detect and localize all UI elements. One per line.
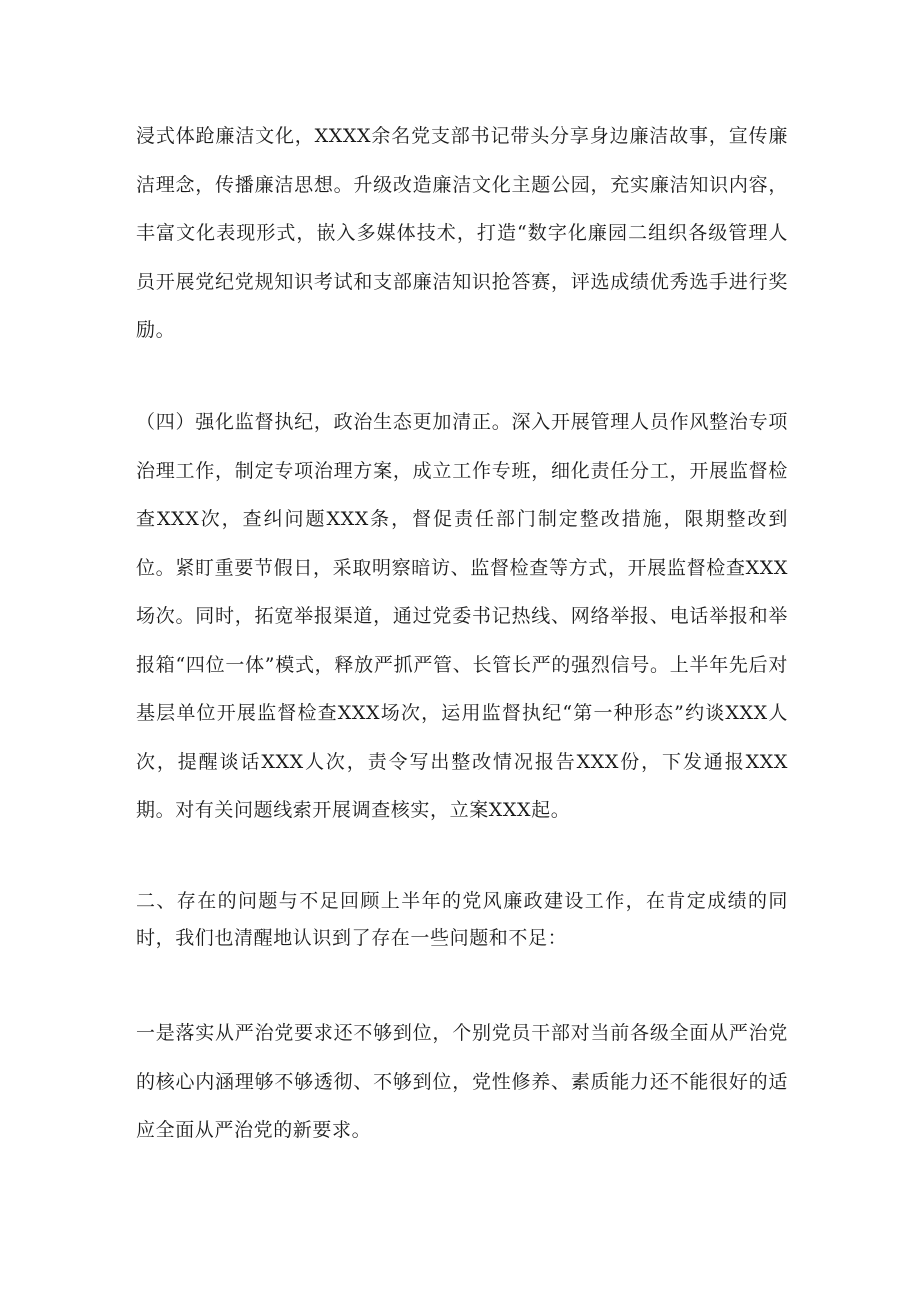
paragraph-problems-heading: 二、存在的问题与不足回顾上半年的党风廉政建设工作，在肯定成绩的同时，我们也清醒地认识到了存在一些问题和不足：	[136, 890, 788, 949]
paragraph-first-problem: 一是落实从严治党要求还不够到位，个别党员干部对当前各级全面从严治党的核心内涵理够不够透彻、不够到位，党性修养、素质能力还不能很好的适应全面从严治党的新要求。	[136, 1022, 788, 1141]
paragraph-supervision-discipline: （四）强化监督执纪，政治生态更加清正。深入开展管理人员作风整治专项治理工作，制定专项治理方案，成立工作专班，细化责任分工，开展监督检查XXX次，查纠问题XXX条，督促责任部门制定整改措施，限期整改到位。紧盯重要节假日，采取明察暗访、监督检查等方式，开展监督检查XXX场次。同时，拓宽举报渠道，通过党委书记热线、网络举报、电话举报和举报箱“四位一体”模式，释放严抓严管、长管长严的强烈信号。上半年先后对基层单位开展监督检查XXX场次，运用监督执纪“第一种形态”约谈XXX人次，提醒谈话XXX人次，责令写出整改情况报告XXX份，下发通报XXX期。对有关问题线索开展调查核实，立案XXX起。	[136, 411, 788, 821]
paragraph-integrity-culture: 浸式体跄廉洁文化，XXXX余名党支部书记带头分享身边廉洁故事，宣传廉洁理念，传播廉洁思想。升级改造廉洁文化主题公园，充实廉洁知识内容，丰富文化表现形式，嵌入多媒体技术，打造“数字化廉园二组织各级管理人员开展党纪党规知识考试和支部廉洁知识抢答赛，评选成绩优秀选手进行奖励。	[136, 125, 788, 341]
